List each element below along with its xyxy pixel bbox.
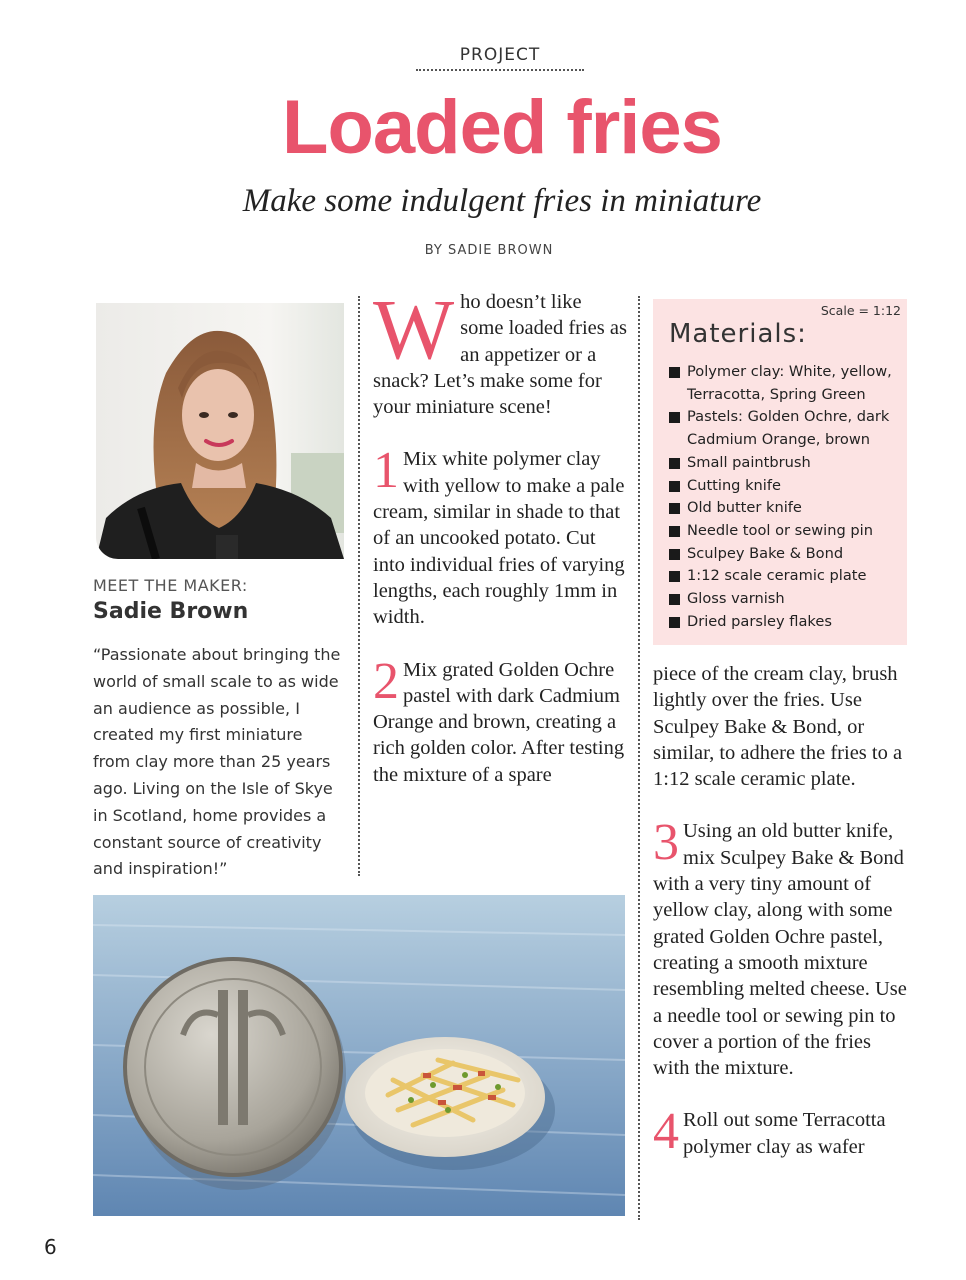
maker-portrait — [96, 303, 344, 559]
drop-cap: W — [373, 281, 455, 377]
materials-box — [653, 299, 907, 645]
step-text: Mix grated Golden Ochre pastel with dark Cadmium Orange and brown, creating a rich golden color. After testing the mixture of a spare — [373, 658, 625, 786]
material-item: Gloss varnish — [669, 588, 905, 611]
step-text: Mix white polymer clay with yellow to make a pale cream, similar in shade to that of an uncooked potato. Cut into individual fries of varying lengths, each roughly 1mm in width. — [373, 448, 625, 629]
bullet-square-icon — [669, 367, 680, 378]
material-item: Pastels: Golden Ochre, dark Cadmium Orange, brown — [669, 406, 905, 451]
step-1 — [373, 442, 629, 630]
intro-text: ho doesn’t like some loaded fries as an appetizer or a snack? Let’s make some for your miniature scene! — [373, 291, 627, 419]
material-item: Sculpey Bake & Bond — [669, 543, 905, 566]
step-number: 2 — [373, 652, 399, 710]
meet-the-maker-label: MEET THE MAKER: — [93, 576, 248, 595]
column-divider-right — [638, 296, 640, 1220]
material-item: Old butter knife — [669, 497, 905, 520]
section-kicker: PROJECT — [459, 45, 541, 65]
material-item: Cutting knife — [669, 475, 905, 498]
material-item: Dried parsley flakes — [669, 611, 905, 634]
step-2 — [373, 652, 629, 788]
page-title: Loaded fries — [282, 85, 722, 170]
kicker-divider — [416, 69, 584, 71]
scale-note: Scale = 1:12 — [820, 303, 901, 318]
step-number: 4 — [653, 1103, 679, 1161]
bullet-square-icon — [669, 594, 680, 605]
step-3 — [653, 814, 909, 1081]
step-text: Using an old butter knife, mix Sculpey Bake & Bond with a very tiny amount of yellow clay, along with some grated Golden Ochre pastel, creating a smooth mixture resembling melted cheese. Use a needle tool or sewing pin to cover a portion of the fries with the mixture. — [653, 820, 907, 1080]
bullet-square-icon — [669, 458, 680, 469]
bullet-square-icon — [669, 526, 680, 537]
article-column-center — [373, 281, 629, 788]
step-text: Roll out some Terracotta polymer clay as wafer — [683, 1109, 886, 1158]
bullet-square-icon — [669, 503, 680, 514]
materials-list — [669, 361, 905, 633]
bullet-square-icon — [669, 481, 680, 492]
column-divider-left — [358, 296, 360, 876]
bullet-square-icon — [669, 571, 680, 582]
fries-and-dime-photo — [93, 895, 625, 1216]
article-column-right — [653, 661, 909, 1160]
material-item: Small paintbrush — [669, 452, 905, 475]
bullet-square-icon — [669, 549, 680, 560]
step-number: 1 — [373, 442, 399, 500]
maker-quote: “Passionate about bringing the world of small scale to as wide an audience as possible, I created my first miniature from clay more than 25 years ago. Living on the Isle of Skye in Scotland, home provides a constant source of creativity and inspiration!” — [93, 645, 341, 879]
byline: BY SADIE BROWN — [424, 243, 554, 258]
step-2-continuation: piece of the cream clay, brush lightly over the fries. Use Sculpey Bake & Bond, or similar, to adhere the fries to a 1:12 scale ceramic plate. — [653, 663, 903, 791]
bullet-square-icon — [669, 617, 680, 628]
page-subtitle: Make some indulgent fries in miniature — [242, 183, 762, 219]
step-4 — [653, 1103, 909, 1161]
materials-title: Materials: — [669, 319, 807, 349]
material-item: Polymer clay: White, yellow, Terracotta, Spring Green — [669, 361, 905, 406]
material-item: 1:12 scale ceramic plate — [669, 565, 905, 588]
bullet-square-icon — [669, 412, 680, 423]
material-item: Needle tool or sewing pin — [669, 520, 905, 543]
intro-paragraph — [373, 281, 629, 420]
maker-name: Sadie Brown — [93, 599, 249, 624]
step-number: 3 — [653, 814, 679, 872]
page-number: 6 — [44, 1235, 57, 1259]
